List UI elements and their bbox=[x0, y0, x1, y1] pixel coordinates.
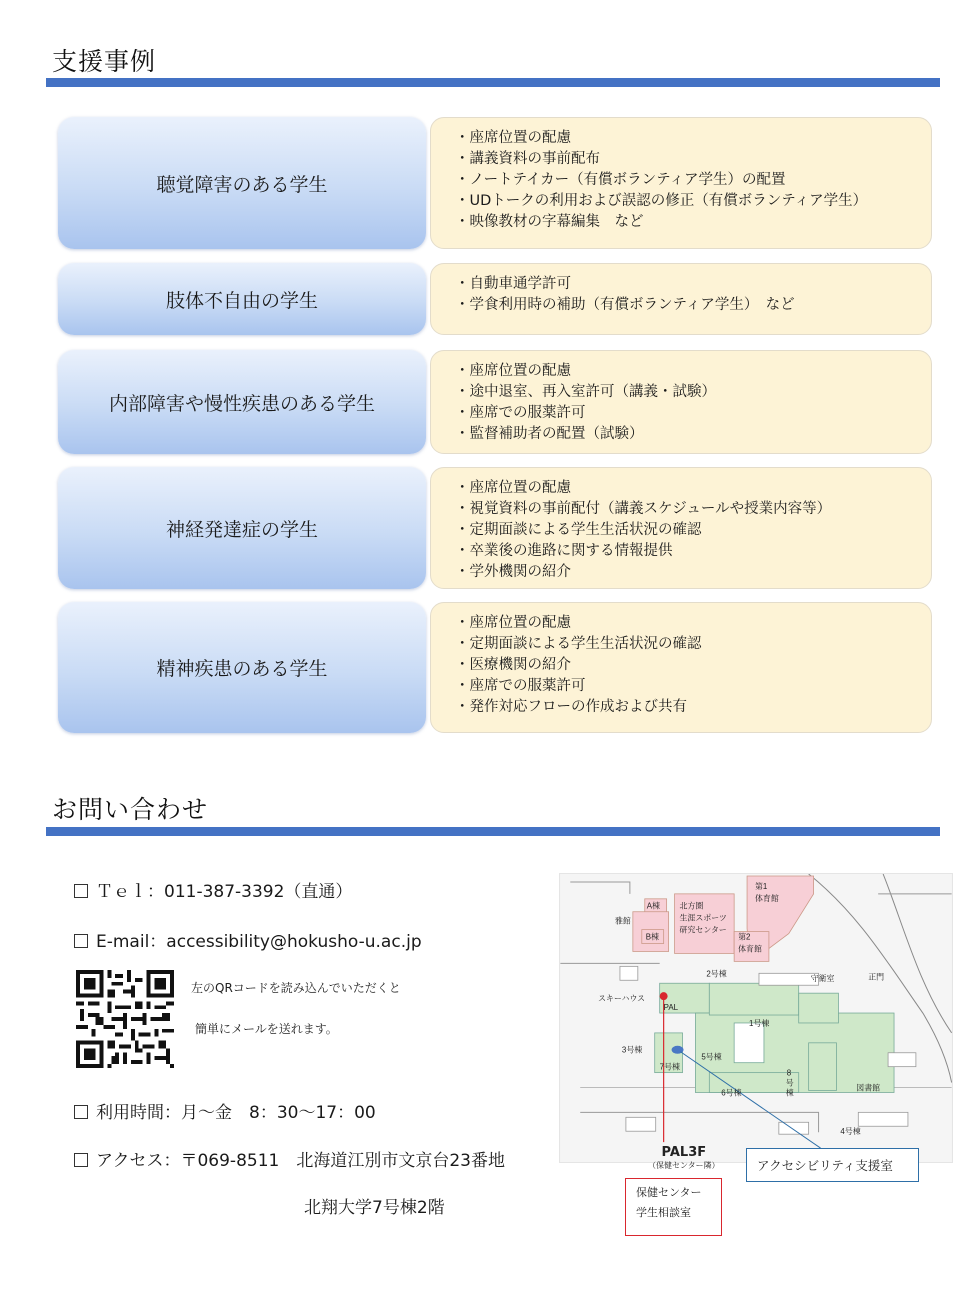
case-item: ・ 定期面談による学生生活状況の確認 bbox=[455, 634, 931, 655]
case-details bbox=[430, 263, 932, 335]
support-case-row bbox=[58, 117, 932, 249]
contact-section-title: お問い合わせ bbox=[52, 795, 209, 824]
map-label: 5号棟 bbox=[701, 1052, 722, 1062]
case-details bbox=[430, 117, 932, 249]
case-item: ・ 座席での服薬許可 bbox=[455, 676, 931, 697]
case-item: ・ 映像教材の字幕編集 など bbox=[455, 212, 931, 233]
campus-map bbox=[559, 873, 953, 1163]
health-center-name: 保健センター bbox=[636, 1186, 702, 1199]
map-label: PAL bbox=[663, 1003, 679, 1013]
pal3f-label bbox=[648, 1146, 720, 1172]
checkbox-icon bbox=[74, 884, 88, 898]
tel-line bbox=[74, 877, 352, 902]
access-text: アクセス：〒069-8511 北海道江別市文京台23番地 bbox=[96, 1151, 505, 1171]
case-item: ・ 視覚資料の事前配付（講義スケジュールや授業内容等） bbox=[455, 499, 931, 520]
email-line bbox=[74, 927, 422, 952]
support-case-row bbox=[58, 467, 932, 589]
checkbox-icon bbox=[74, 1105, 88, 1119]
map-label: 号 bbox=[785, 1078, 794, 1088]
qr-note-line-2: 簡単にメールを送れます。 bbox=[195, 1022, 338, 1036]
map-label: 第2 bbox=[738, 932, 751, 942]
checkbox-icon bbox=[74, 1153, 88, 1167]
support-section-title: 支援事例 bbox=[52, 47, 157, 76]
tel-text: Ｔｅｌ：011-387-3392（直通） bbox=[96, 882, 353, 902]
map-label: 棟 bbox=[785, 1088, 794, 1098]
case-item: ・ 座席位置の配慮 bbox=[455, 128, 931, 149]
case-item: ・ 自動車通学許可 bbox=[455, 274, 931, 295]
map-label: 第1 bbox=[755, 881, 768, 891]
map-label: 北方圏 bbox=[679, 901, 704, 911]
map-label: 守衛室 bbox=[810, 974, 835, 984]
case-details bbox=[430, 467, 932, 589]
case-item: ・ 発作対応フローの作成および共有 bbox=[455, 697, 931, 718]
map-label: 6号棟 bbox=[721, 1088, 742, 1098]
case-item: ・ 座席での服薬許可 bbox=[455, 403, 931, 424]
campus-map-drawing bbox=[560, 874, 952, 1162]
case-item: ・ UDトークの利用および誤認の修正（有償ボランティア学生） bbox=[455, 191, 931, 212]
support-case-row bbox=[58, 263, 932, 335]
case-item: ・ 講義資料の事前配布 bbox=[455, 149, 931, 170]
case-category: 精神疾患のある学生 bbox=[58, 602, 426, 733]
map-label: 体育館 bbox=[755, 893, 779, 903]
qr-code[interactable] bbox=[76, 970, 174, 1068]
case-details bbox=[430, 602, 932, 733]
map-label: 1号棟 bbox=[749, 1018, 770, 1028]
map-label: スキーハウス bbox=[598, 994, 646, 1004]
support-case-row bbox=[58, 602, 932, 733]
counseling-room-name: 学生相談室 bbox=[636, 1206, 691, 1219]
case-item: ・ 監督補助者の配置（試験） bbox=[455, 424, 931, 445]
case-category: 肢体不自由の学生 bbox=[58, 263, 426, 335]
case-item: ・ 卒業後の進路に関する情報提供 bbox=[455, 541, 931, 562]
map-label: 図書館 bbox=[856, 1083, 881, 1093]
support-section-bar bbox=[46, 78, 940, 87]
case-item: ・ 座席位置の配慮 bbox=[455, 613, 931, 634]
support-case-row bbox=[58, 350, 932, 454]
case-category: 聴覚障害のある学生 bbox=[58, 117, 426, 249]
map-label: 体育館 bbox=[738, 944, 762, 954]
health-center-callout bbox=[625, 1178, 722, 1236]
map-label: 正門 bbox=[868, 972, 885, 982]
access-building: 北翔大学7号棟2階 bbox=[304, 1198, 445, 1218]
qr-note-line-1: 左のQRコードを読み込んでいただくと bbox=[191, 981, 401, 995]
map-label: B棟 bbox=[645, 932, 659, 942]
qr-code-image bbox=[76, 970, 174, 1068]
map-label: 生涯スポーツ bbox=[679, 913, 727, 923]
case-item: ・ 座席位置の配慮 bbox=[455, 361, 931, 382]
case-item: ・ 学食利用時の補助（有償ボランティア学生） など bbox=[455, 295, 931, 316]
hours-line bbox=[74, 1098, 376, 1123]
case-item: ・ 座席位置の配慮 bbox=[455, 478, 931, 499]
case-item: ・ 定期面談による学生生活状況の確認 bbox=[455, 520, 931, 541]
map-label: 3号棟 bbox=[621, 1045, 643, 1055]
case-category: 内部障害や慢性疾患のある学生 bbox=[58, 350, 426, 454]
hours-text: 利用時間：月～金 8：30～17：00 bbox=[96, 1103, 376, 1123]
map-label: 研究センター bbox=[679, 925, 727, 935]
case-item: ・ 学外機関の紹介 bbox=[455, 562, 931, 583]
accessibility-office-callout: アクセシビリティ支援室 bbox=[746, 1148, 919, 1182]
email-link[interactable]: E-mail：accessibility@hokusho-u.ac.jp bbox=[96, 932, 422, 952]
case-category: 神経発達症の学生 bbox=[58, 467, 426, 589]
map-label: 4号棟 bbox=[840, 1127, 861, 1137]
case-item: ・ 医療機関の紹介 bbox=[455, 655, 931, 676]
case-details bbox=[430, 350, 932, 454]
map-label: 8 bbox=[786, 1068, 792, 1078]
pal3f-subtitle: （保健センター隣） bbox=[648, 1161, 720, 1170]
map-label: 2号棟 bbox=[706, 969, 727, 979]
checkbox-icon bbox=[74, 934, 88, 948]
case-item: ・ 途中退室、再入室許可（講義・試験） bbox=[455, 382, 931, 403]
access-line bbox=[74, 1146, 505, 1171]
contact-section-bar bbox=[46, 827, 940, 836]
map-label: A棟 bbox=[646, 901, 660, 911]
pal3f-title: PAL3F bbox=[661, 1145, 707, 1160]
map-label: 7号棟 bbox=[659, 1062, 680, 1072]
case-item: ・ ノートテイカー（有償ボランティア学生）の配置 bbox=[455, 170, 931, 191]
map-label: 雅館 bbox=[614, 916, 631, 926]
